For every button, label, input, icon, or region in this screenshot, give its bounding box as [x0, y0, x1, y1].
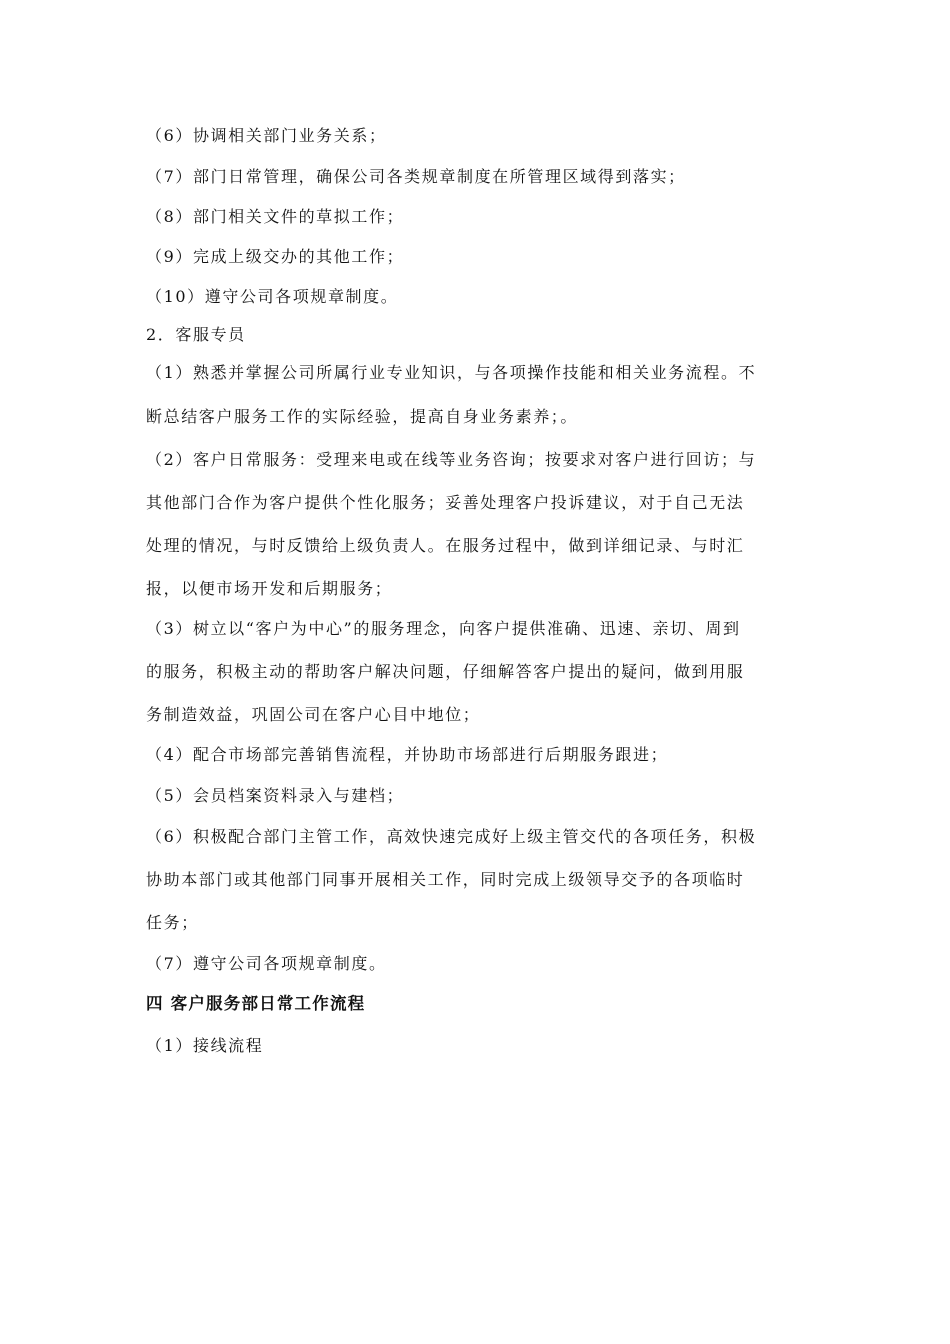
text-line: 务制造效益，巩固公司在客户心目中地位；	[146, 705, 481, 724]
text-line: 处理的情况，与时反馈给上级负责人。在服务过程中，做到详细记录、与时汇	[146, 536, 745, 555]
text-line: （6）协调相关部门业务关系；	[146, 126, 387, 145]
text-line: 报，以便市场开发和后期服务；	[146, 579, 393, 598]
text-line: 任务；	[146, 913, 199, 932]
text-line: （8）部门相关文件的草拟工作；	[146, 207, 405, 226]
section-heading: 四 客户服务部日常工作流程	[146, 994, 366, 1013]
text-line: （2）客户日常服务：受理来电或在线等业务咨询；按要求对客户进行回访；与	[146, 450, 757, 469]
text-line: 的服务，积极主动的帮助客户解决问题，仔细解答客户提出的疑问，做到用服	[146, 662, 745, 681]
text-line: 其他部门合作为客户提供个性化服务；妥善处理客户投诉建议，对于自己无法	[146, 493, 745, 512]
text-line: （7）部门日常管理，确保公司各类规章制度在所管理区域得到落实；	[146, 167, 686, 186]
text-line: 断总结客户服务工作的实际经验，提高自身业务素养；。	[146, 407, 579, 426]
text-line: 协助本部门或其他部门同事开展相关工作，同时完成上级领导交予的各项临时	[146, 870, 745, 889]
text-line: （9）完成上级交办的其他工作；	[146, 247, 405, 266]
text-line: （4）配合市场部完善销售流程，并协助市场部进行后期服务跟进；	[146, 745, 669, 764]
text-line: （3）树立以“客户为中心”的服务理念，向客户提供准确、迅速、亲切、周到	[146, 619, 741, 638]
text-line: （10）遵守公司各项规章制度。	[146, 287, 399, 306]
text-line: （5）会员档案资料录入与建档；	[146, 786, 405, 805]
text-line: （1）接线流程	[146, 1036, 264, 1055]
section-subheading: 2．客服专员	[146, 325, 246, 344]
text-line: （7）遵守公司各项规章制度。	[146, 954, 387, 973]
text-line: （6）积极配合部门主管工作，高效快速完成好上级主管交代的各项任务，积极	[146, 827, 757, 846]
text-line: （1）熟悉并掌握公司所属行业专业知识，与各项操作技能和相关业务流程。不	[146, 363, 757, 382]
